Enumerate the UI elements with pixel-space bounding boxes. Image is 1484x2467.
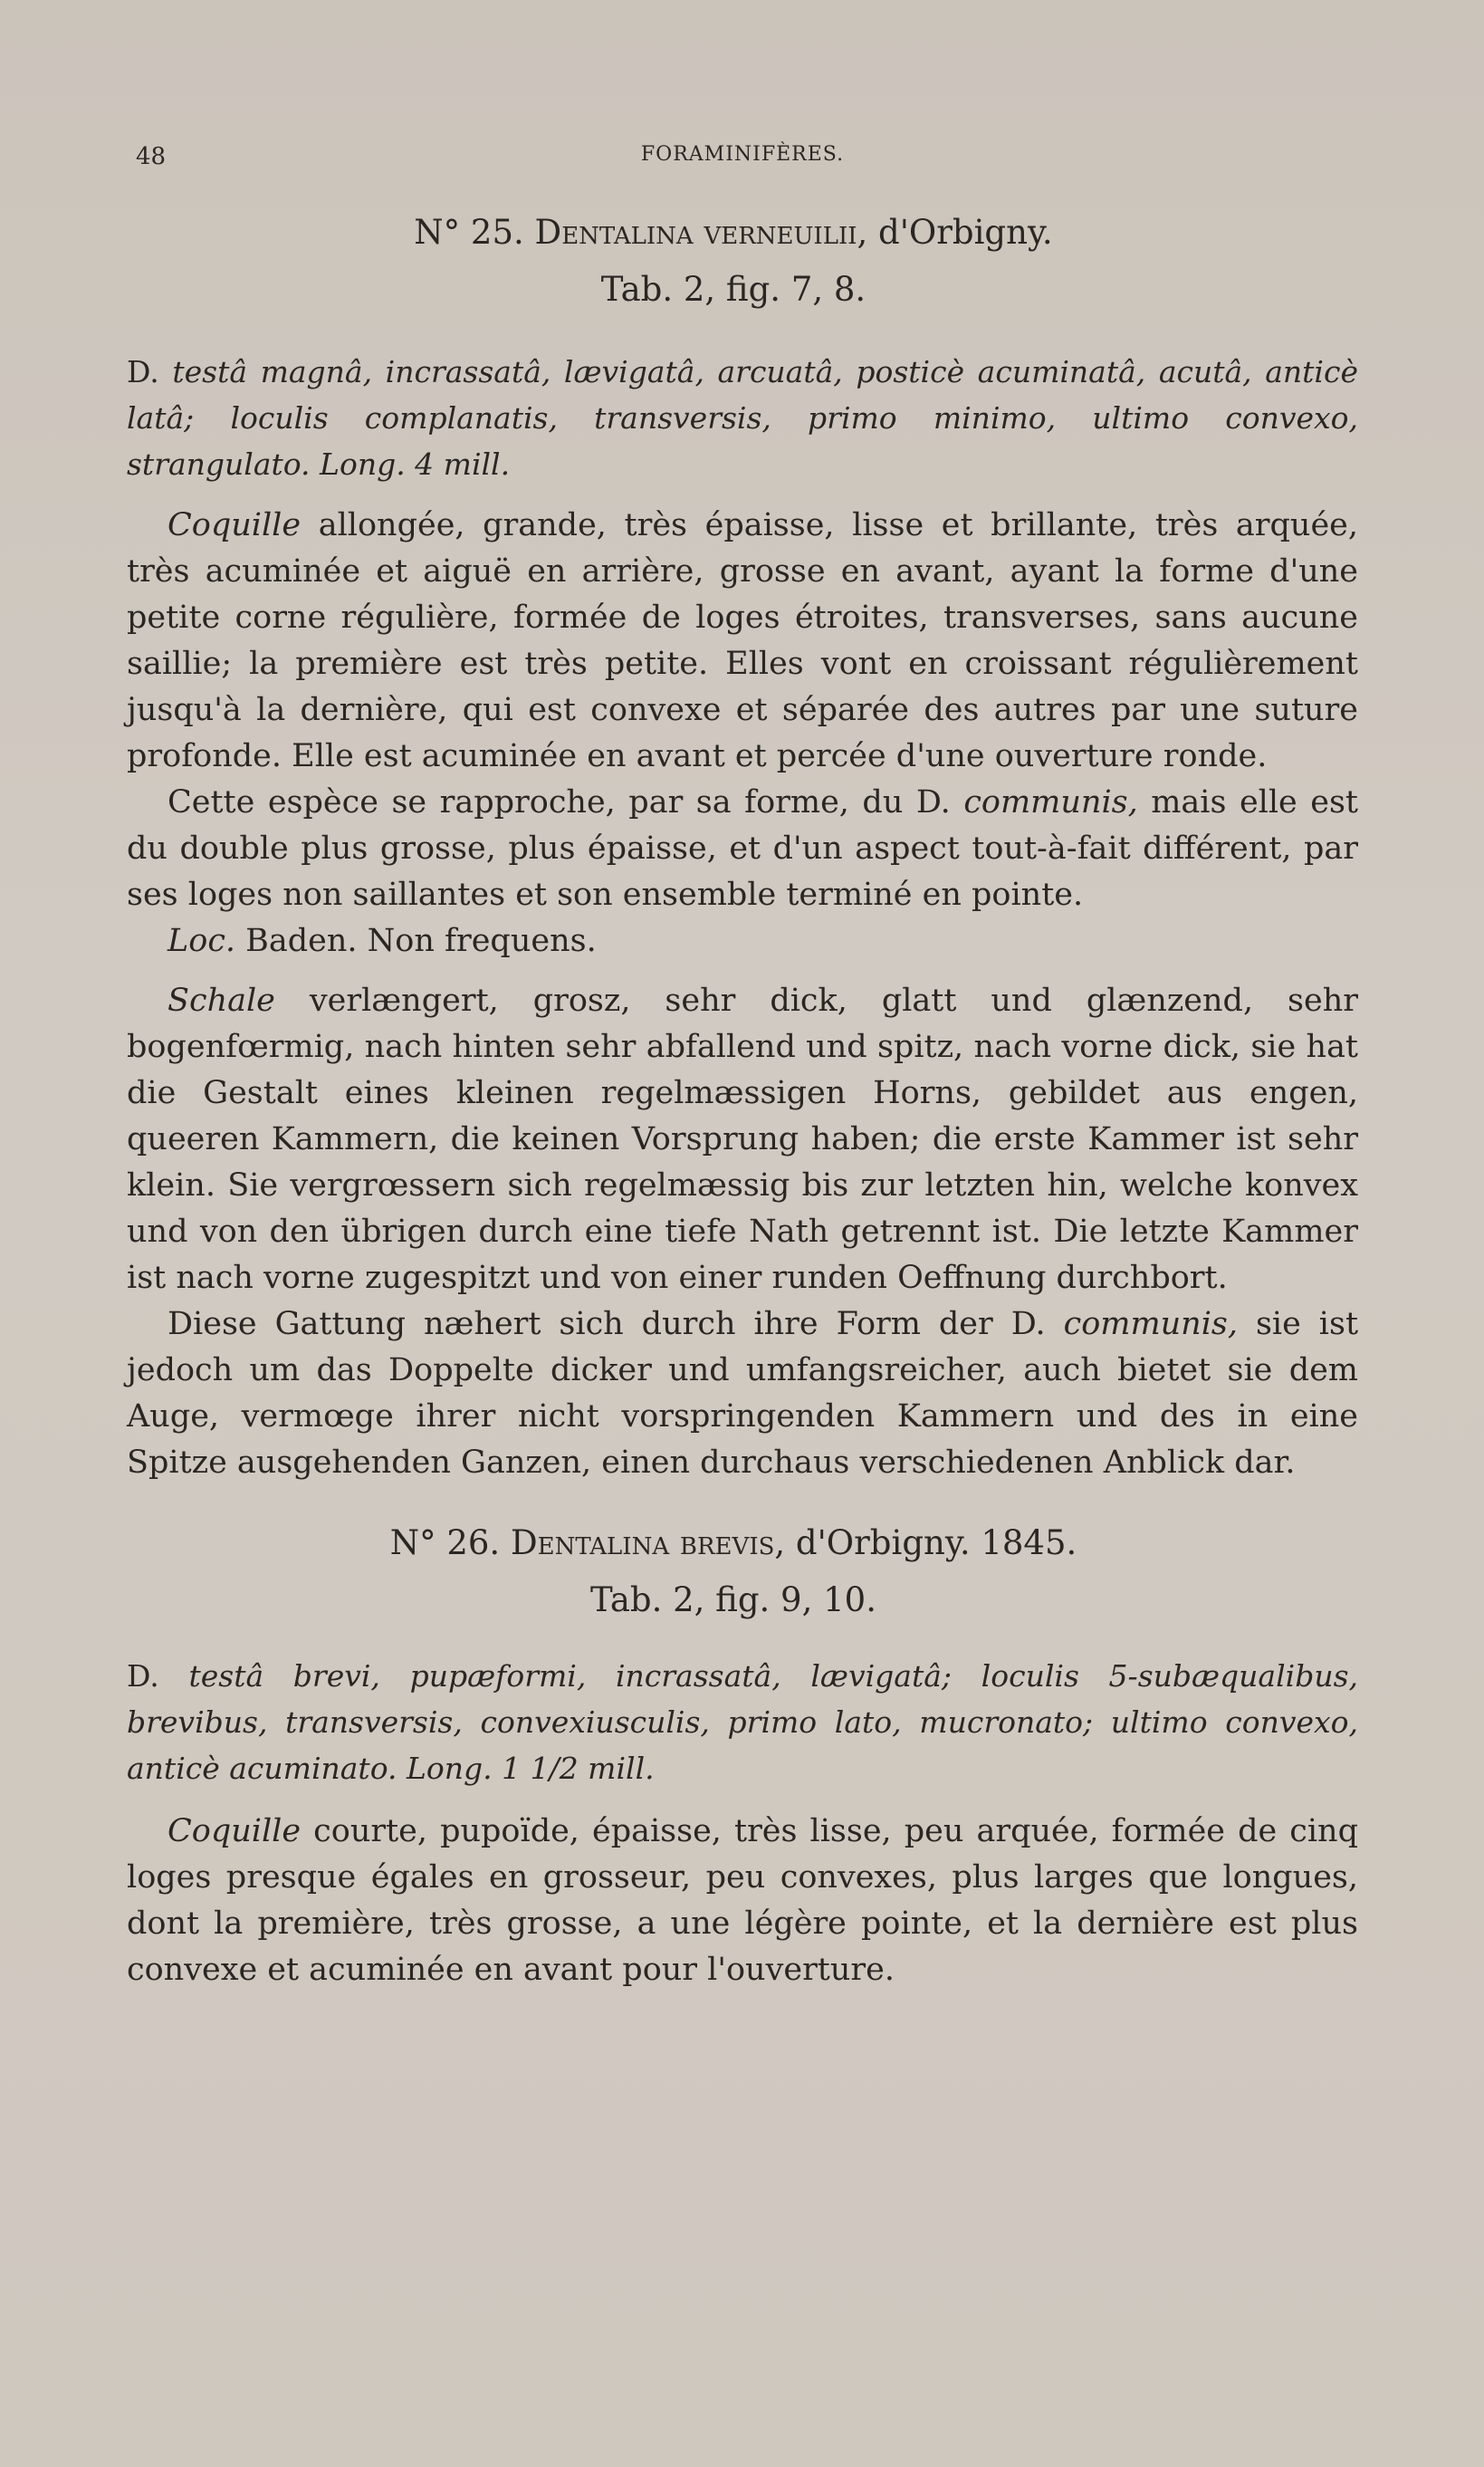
species-25-german-description	[127, 978, 1358, 1486]
species-26-plate: Tab. 2, fig. 9, 10.	[590, 1580, 876, 1619]
species-name: brevis	[679, 1523, 775, 1562]
fr-lead: Coquille	[168, 1813, 302, 1849]
diagnosis-lead: D.	[127, 354, 159, 389]
species-26-diagnosis	[127, 1653, 1358, 1791]
species-26-title	[127, 1523, 1340, 1562]
species-25-diagnosis	[127, 349, 1358, 487]
fr-text: allongée, grande, très épaisse, lisse et brillante, très arquée, très acuminée et aiguë en arrière, grosse en avant, ayant la forme d'une petite corne régulière, formée de loges étroites, transverses, sans aucune saillie; la première est très petite. Elles vont en croissant régulièrement jusqu'à la dernière, qui est convexe et séparée des autres par une suture profonde. Elle est acuminée en avant et percée d'une ouverture ronde.	[127, 507, 1358, 774]
running-head	[136, 143, 1349, 179]
loc-text: Baden. Non frequens.	[235, 923, 597, 959]
fr-compare-a: Cette espèce se rapproche, par sa forme, du D.	[168, 784, 964, 821]
species-number: N° 26.	[389, 1523, 501, 1562]
de-compare-species: communis,	[1063, 1306, 1239, 1342]
de-compare-b: sie ist jedoch um das Doppelte dicker und umfangsreicher, auch bietet sie dem Auge, vermœge ihrer nicht vorspringenden Kammern und des in eine Spitze ausgehenden Ganzen, einen durchaus verschiedenen Anblick dar.	[127, 1306, 1359, 1481]
de-compare-a: Diese Gattung næhert sich durch ihre Form der D.	[168, 1306, 1064, 1342]
fr-lead: Coquille	[168, 507, 302, 543]
species-25-title	[127, 213, 1340, 252]
species-name: verneuilii	[704, 213, 857, 252]
fr-compare-b: mais elle est du double plus grosse, plus épaisse, et d'un aspect tout-à-fait différent, par ses loges non saillantes et son ensemble terminé en pointe.	[127, 784, 1358, 913]
species-25-french-description	[127, 503, 1358, 965]
running-title: FORAMINIFÈRES.	[640, 143, 845, 166]
de-text: verlængert, grosz, sehr dick, glatt und glænzend, sehr bogenfœrmig, nach hinten sehr abfallend und spitz, nach vorne dick, sie hat die Gestalt eines kleinen regelmæssigen Horns, gebildet aus engen, queeren Kammern, die keinen Vorsprung haben; die erste Kammer ist sehr klein. Sie vergrœssern sich regelmæssig bis zur letzten hin, welche konvex und von den übrigen durch eine tiefe Nath getrennt ist. Die letzte Kammer ist nach vorne zugespitzt und von einer runden Oeffnung durchbort.	[127, 983, 1358, 1296]
page-number: 48	[136, 143, 167, 170]
species-25-plate: Tab. 2, fig. 7, 8.	[600, 270, 866, 309]
loc-label: Loc.	[168, 923, 236, 959]
species-26-french-description	[127, 1809, 1358, 1993]
diagnosis-text: testâ brevi, pupæformi, incrassatâ, lævigatâ; loculis 5-subæqualibus, brevibus, transversis, convexiusculis, primo lato, mucronato; ultimo convexo, anticè acuminato. Long. 1 1/2 mill.	[127, 1658, 1358, 1786]
diagnosis-text: testâ magnâ, incrassatâ, lævigatâ, arcuatâ, posticè acuminatâ, acutâ, anticè latâ; loculis complanatis, transversis, primo minimo, ultimo convexo, strangulato. Long. 4 mill.	[127, 354, 1358, 482]
fr-text: courte, pupoïde, épaisse, très lisse, peu arquée, formée de cinq loges presque égales en grosseur, peu convexes, plus larges que longues, dont la première, très grosse, a une légère pointe, et la dernière est plus convexe et acuminée en avant pour l'ouverture.	[127, 1813, 1358, 1988]
genus-name: Dentalina	[534, 213, 694, 252]
species-author: , d'Orbigny. 1845.	[774, 1523, 1077, 1562]
species-author: , d'Orbigny.	[857, 213, 1053, 252]
diagnosis-lead: D.	[127, 1658, 159, 1694]
fr-compare-species: communis,	[963, 784, 1138, 821]
species-number: N° 25.	[414, 213, 524, 252]
genus-name: Dentalina	[510, 1523, 670, 1562]
de-lead: Schale	[168, 983, 275, 1019]
